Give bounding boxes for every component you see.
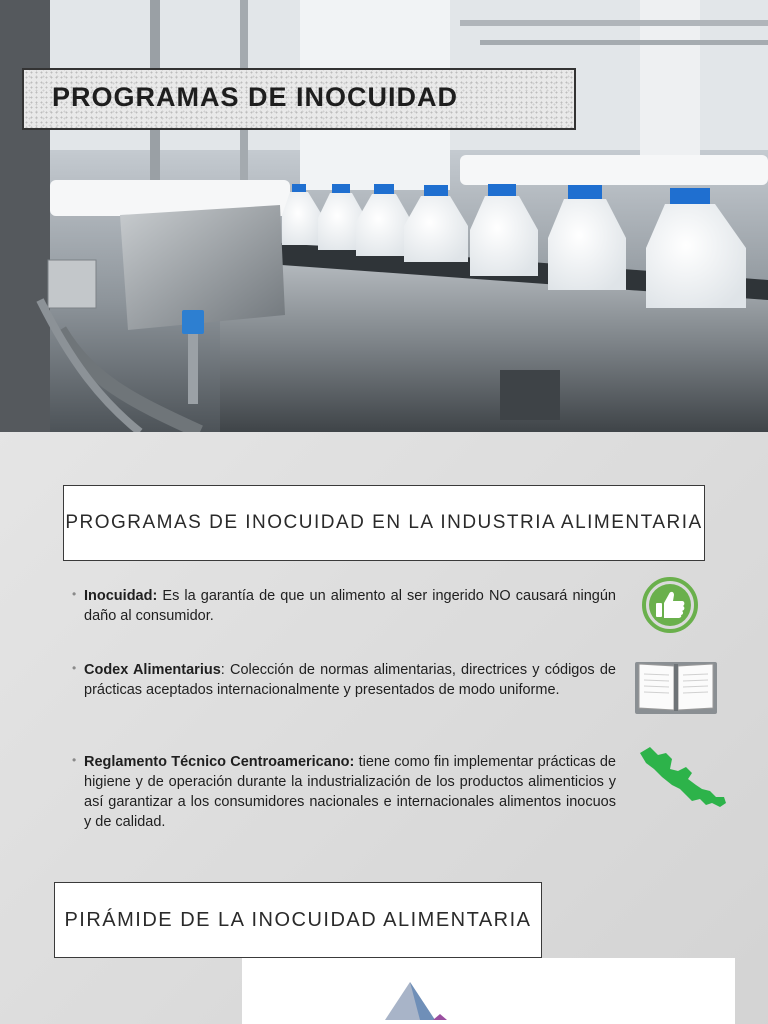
list-item-inocuidad — [72, 586, 616, 626]
bullet-dot: • — [72, 587, 77, 601]
pyramid-image-panel — [242, 958, 735, 1024]
bullet-dot: • — [72, 661, 77, 675]
list-item-reglamento — [72, 752, 616, 832]
bullet-dot: • — [72, 753, 77, 767]
term-inocuidad: Inocuidad: — [84, 588, 158, 604]
list-item-codex — [72, 660, 616, 700]
pyramid-heading: PIRÁMIDE DE LA INOCUIDAD ALIMENTARIA — [64, 908, 532, 931]
hero-title-box — [22, 68, 576, 130]
hero-banner — [0, 0, 768, 432]
term-reglamento: Reglamento Técnico Centroamericano: — [84, 754, 355, 770]
content-section — [0, 432, 768, 1024]
hero-title: PROGRAMAS DE INOCUIDAD — [52, 82, 459, 112]
section-heading-box — [63, 485, 705, 561]
pyramid-heading-box — [54, 882, 542, 958]
food-safety-pyramid-image — [242, 958, 735, 1024]
section-heading: PROGRAMAS DE INOCUIDAD EN LA INDUSTRIA ALIMENTARIA — [65, 512, 703, 534]
definition-inocuidad: Es la garantía de que un alimento al ser ingerido NO causará ningún daño al consumidor. — [84, 588, 616, 624]
milk-bottling-line-image — [0, 0, 768, 432]
open-book-icon — [633, 658, 719, 716]
thumbs-up-icon — [640, 575, 700, 635]
definition-reglamento: tiene como fin implementar prácticas de higiene y de operación durante la industrialización de los productos alimenticios y así garantizar a los consumidores nacionales e internacionales alimentos inocuos y de calidad. — [84, 754, 616, 830]
definition-codex: : Colección de normas alimentarias, directrices y códigos de prácticas aceptados internacionalmente y presentados de modo uniforme. — [84, 662, 616, 698]
central-america-map-icon — [636, 745, 728, 815]
term-codex: Codex Alimentarius — [84, 662, 221, 678]
